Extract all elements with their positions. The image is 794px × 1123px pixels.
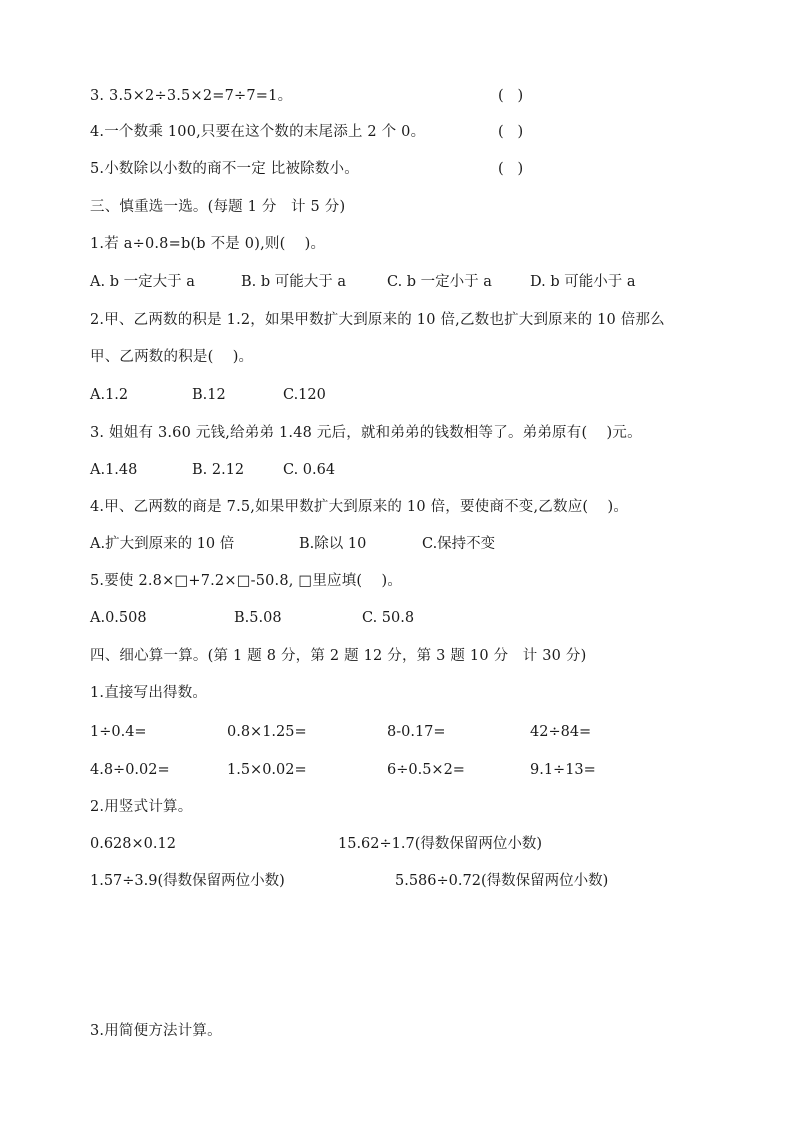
calc-expression: 4.8÷0.02=: [90, 762, 170, 778]
choice-q3-option-a: A.1.48: [90, 462, 138, 478]
calc-part3-title: 3.用简便方法计算。: [90, 1023, 222, 1039]
choice-q1-option-c: C. b 一定小于 a: [387, 274, 492, 290]
section-heading-choice: 三、慎重选一选。(每题 1 分 计 5 分): [90, 199, 346, 215]
vertical-calc-expression: 15.62÷1.7(得数保留两位小数): [338, 836, 543, 852]
choice-q5-stem: 5.要使 2.8×□+7.2×□-50.8, □里应填( )。: [90, 573, 403, 589]
choice-q2-option-b: B.12: [192, 387, 226, 403]
choice-q3-option-b: B. 2.12: [192, 462, 245, 478]
judge-item-4: 4.一个数乘 100,只要在这个数的末尾添上 2 个 0。: [90, 124, 426, 140]
calc-expression: 42÷84=: [530, 724, 592, 740]
choice-q4-option-c: C.保持不变: [422, 536, 496, 552]
calc-expression: 6÷0.5×2=: [387, 762, 465, 778]
choice-q2-option-a: A.1.2: [90, 387, 129, 403]
calc-part2-title: 2.用竖式计算。: [90, 799, 193, 815]
choice-q2-stem-line2: 甲、乙两数的积是( )。: [90, 349, 254, 365]
answer-blank: ( ): [498, 88, 524, 104]
choice-q1-option-a: A. b 一定大于 a: [90, 274, 195, 290]
calc-expression: 9.1÷13=: [530, 762, 596, 778]
choice-q5-option-b: B.5.08: [234, 610, 282, 626]
vertical-calc-expression: 0.628×0.12: [90, 836, 176, 852]
choice-q4-option-a: A.扩大到原来的 10 倍: [90, 536, 235, 552]
choice-q2-stem-line1: 2.甲、乙两数的积是 1.2，如果甲数扩大到原来的 10 倍,乙数也扩大到原来的 10 倍那么: [90, 312, 665, 328]
choice-q3-option-c: C. 0.64: [283, 462, 336, 478]
calc-expression: 8-0.17=: [387, 724, 446, 740]
choice-q1-option-d: D. b 可能小于 a: [530, 274, 636, 290]
judge-item-3: 3. 3.5×2÷3.5×2=7÷7=1。: [90, 88, 293, 104]
calc-expression: 0.8×1.25=: [227, 724, 307, 740]
choice-q5-option-c: C. 50.8: [362, 610, 415, 626]
answer-blank: ( ): [498, 161, 524, 177]
choice-q4-stem: 4.甲、乙两数的商是 7.5,如果甲数扩大到原来的 10 倍，要使商不变,乙数应( )。: [90, 499, 629, 515]
calc-expression: 1÷0.4=: [90, 724, 147, 740]
choice-q5-option-a: A.0.508: [90, 610, 147, 626]
choice-q4-option-b: B.除以 10: [299, 536, 367, 552]
choice-q3-stem: 3. 姐姐有 3.60 元钱,给弟弟 1.48 元后，就和弟弟的钱数相等了。弟弟原有( )元。: [90, 425, 642, 441]
choice-q2-option-c: C.120: [283, 387, 326, 403]
calc-expression: 1.5×0.02=: [227, 762, 307, 778]
choice-q1-option-b: B. b 可能大于 a: [241, 274, 347, 290]
section-heading-calc: 四、细心算一算。(第 1 题 8 分，第 2 题 12 分，第 3 题 10 分 计 30 分): [90, 648, 587, 664]
judge-item-5: 5.小数除以小数的商不一定 比被除数小。: [90, 161, 359, 177]
vertical-calc-expression: 5.586÷0.72(得数保留两位小数): [395, 873, 609, 889]
choice-q1-stem: 1.若 a÷0.8=b(b 不是 0),则( )。: [90, 236, 326, 252]
vertical-calc-expression: 1.57÷3.9(得数保留两位小数): [90, 873, 285, 889]
answer-blank: ( ): [498, 124, 524, 140]
calc-part1-title: 1.直接写出得数。: [90, 685, 208, 701]
